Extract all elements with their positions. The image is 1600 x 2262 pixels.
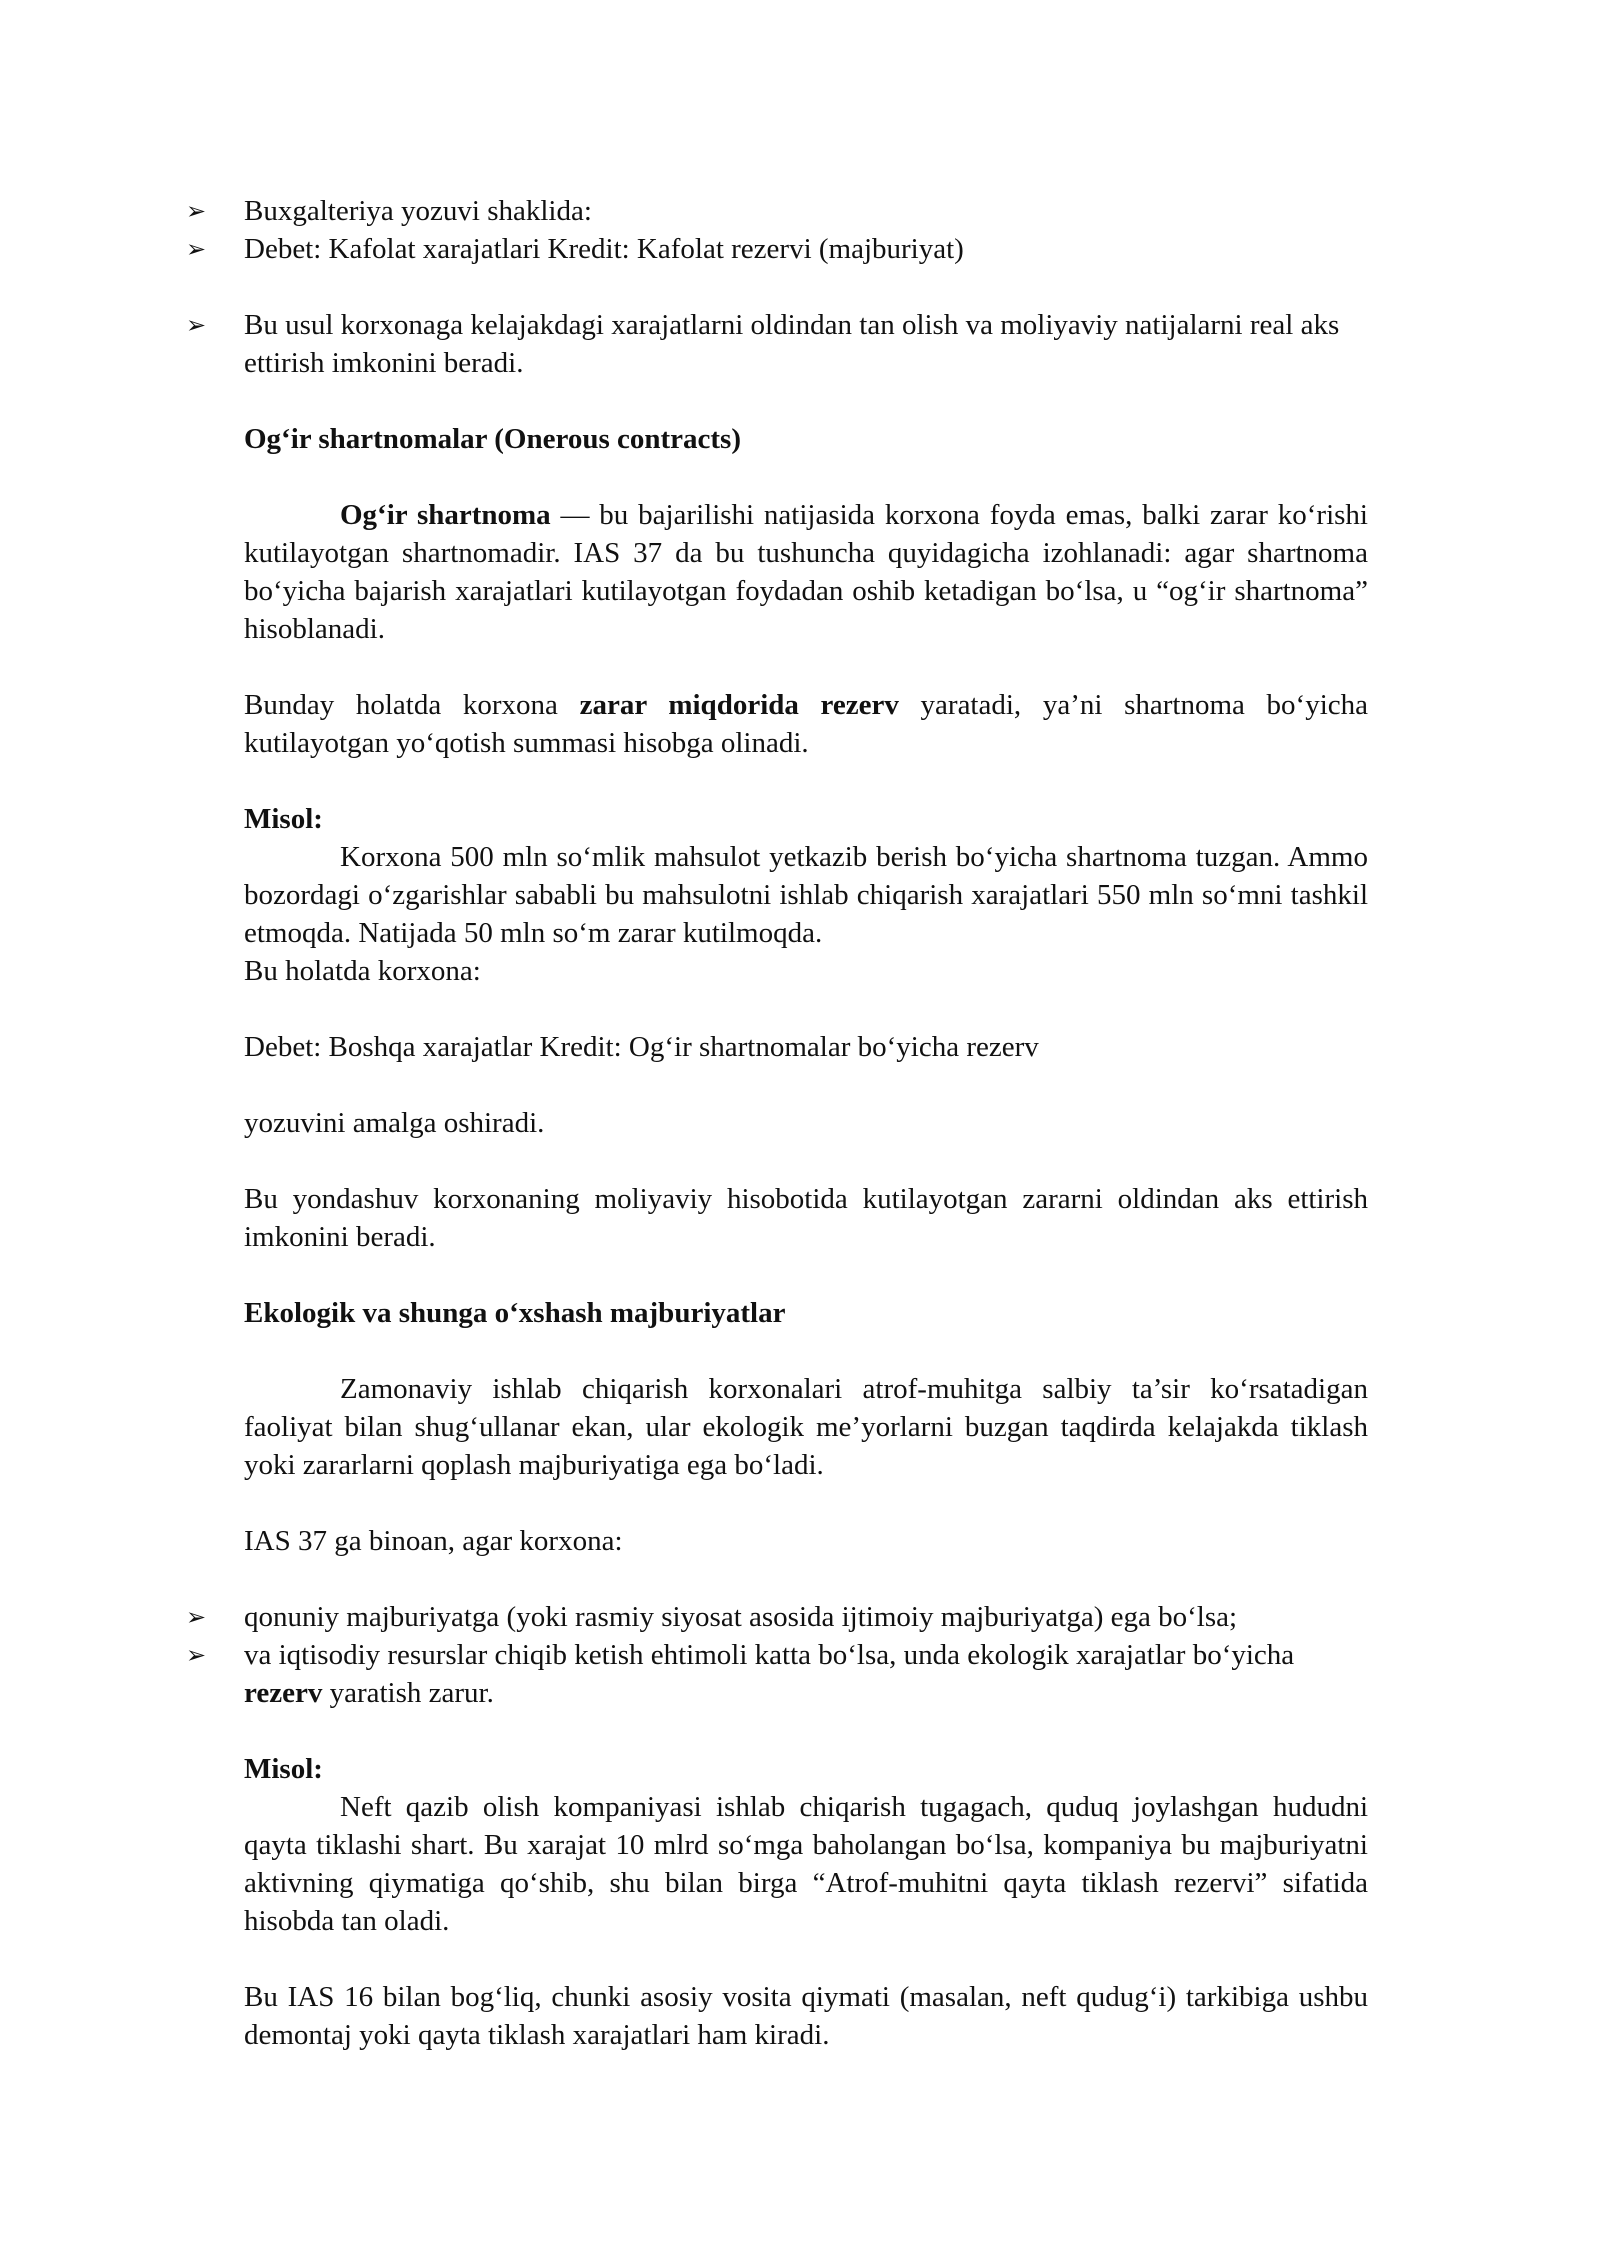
arrowhead-bullet-icon: ➢: [186, 235, 207, 263]
emphasis-bold: zarar miqdorida rezerv: [579, 689, 899, 721]
example-tail: Bu holatda korxona:: [244, 955, 481, 987]
list-item: [186, 192, 1368, 230]
journal-entry: Debet: Boshqa xarajatlar Kredit: Og‘ir shartnomalar bo‘yicha rezerv: [244, 1031, 1039, 1063]
bullet-text: [244, 1639, 1294, 1709]
bullet-text-part: yaratish zarur.: [322, 1677, 494, 1709]
bullet-text: Buxgalteriya yozuvi shaklida:: [244, 195, 592, 227]
condition-bullet-list: [186, 1598, 1368, 1712]
section-heading-onerous: Og‘ir shartnomalar (Onerous contracts): [244, 423, 741, 455]
paragraph-text: yaratadi, ya’ni shartnoma bo‘yicha kutilayotgan yo‘qotish summasi hisobga olinadi.: [244, 689, 1369, 759]
entry-bullet-list: [186, 192, 1368, 268]
list-item: [186, 1636, 1368, 1712]
arrowhead-bullet-icon: ➢: [186, 197, 207, 225]
list-item: [186, 230, 1368, 268]
emphasis-bold: rezerv: [244, 1677, 323, 1709]
example-label: Misol:: [244, 803, 323, 835]
approach-paragraph: Bu yondashuv korxonaning moliyaviy hisobotida kutilayotgan zararni oldindan aks ettirish imkonini beradi.: [244, 1183, 1368, 1253]
section-heading-ecological: Ekologik va shunga o‘xshash majburiyatlar: [244, 1297, 786, 1329]
bullet-text-part: va iqtisodiy resurslar chiqib ketish ehtimoli katta bo‘lsa, unda ekologik xarajatlar bo‘yicha: [244, 1639, 1295, 1671]
arrowhead-bullet-icon: ➢: [186, 311, 207, 339]
list-item: [186, 1598, 1368, 1636]
bullet-text: qonuniy majburiyatga (yoki rasmiy siyosat asosida ijtimoiy majburiyatga) ega bo‘lsa;: [244, 1601, 1238, 1633]
ias37-intro: IAS 37 ga binoan, agar korxona:: [244, 1525, 623, 1557]
paragraph-text: Bunday holatda korxona: [244, 689, 580, 721]
example-paragraph: Neft qazib olish kompaniyasi ishlab chiqarish tugagach, quduq joylashgan hududni qayta tiklashi shart. Bu xarajat 10 mlrd so‘mga baholangan bo‘lsa, kompaniya bu majburiyatni aktivning qiymatiga qo‘shib, shu bilan birga “Atrof-muhitni qayta tiklash rezervi” sifatida hisobda tan oladi.: [244, 1791, 1368, 1937]
bullet-text: Bu usul korxonaga kelajakdagi xarajatlarni oldindan tan olish va moliyaviy natijalarni real aks ettirish imkonini beradi.: [244, 309, 1340, 379]
reserve-paragraph: [244, 686, 1368, 762]
onerous-definition: [244, 496, 1368, 648]
example-label: Misol:: [244, 1753, 323, 1785]
page-content: [186, 192, 1369, 2054]
ecological-paragraph: Zamonaviy ishlab chiqarish korxonalari atrof-muhitga salbiy ta’sir ko‘rsatadigan faoliyat bilan shug‘ullanar ekan, ular ekologik me’yorlarni buzgan taqdirda kelajakda tiklash yoki zararlarni qoplash majburiyatiga ega bo‘ladi.: [244, 1373, 1368, 1481]
term-bold: Og‘ir shartnoma: [340, 499, 551, 531]
entry-caption: yozuvini amalga oshiradi.: [244, 1107, 545, 1139]
arrowhead-bullet-icon: ➢: [186, 1641, 207, 1669]
ias16-paragraph: Bu IAS 16 bilan bog‘liq, chunki asosiy vosita qiymati (masalan, neft qudug‘i) tarkibiga ushbu demontaj yoki qayta tiklash xarajatlari ham kiradi.: [244, 1981, 1368, 2051]
method-bullet-list: [186, 306, 1368, 382]
example-paragraph: Korxona 500 mln so‘mlik mahsulot yetkazib berish bo‘yicha shartnoma tuzgan. Ammo bozordagi o‘zgarishlar sababli bu mahsulotni ishlab chiqarish xarajatlari 550 mln so‘mni tashkil etmoqda. Natijada 50 mln so‘m zarar kutilmoqda.: [244, 841, 1368, 949]
bullet-text: Debet: Kafolat xarajatlari Kredit: Kafolat rezervi (majburiyat): [244, 233, 964, 265]
definition-text: — bu bajarilishi natijasida korxona foyda emas, balki zarar ko‘rishi kutilayotgan shartnomadir. IAS 37 da bu tushuncha quyidagicha izohlanadi: agar shartnoma bo‘yicha bajarish xarajatlari kutilayotgan foydadan oshib ketadigan bo‘lsa, u “og‘ir shartnoma” hisoblanadi.: [244, 499, 1368, 645]
list-item: [186, 306, 1368, 382]
arrowhead-bullet-icon: ➢: [186, 1603, 207, 1631]
